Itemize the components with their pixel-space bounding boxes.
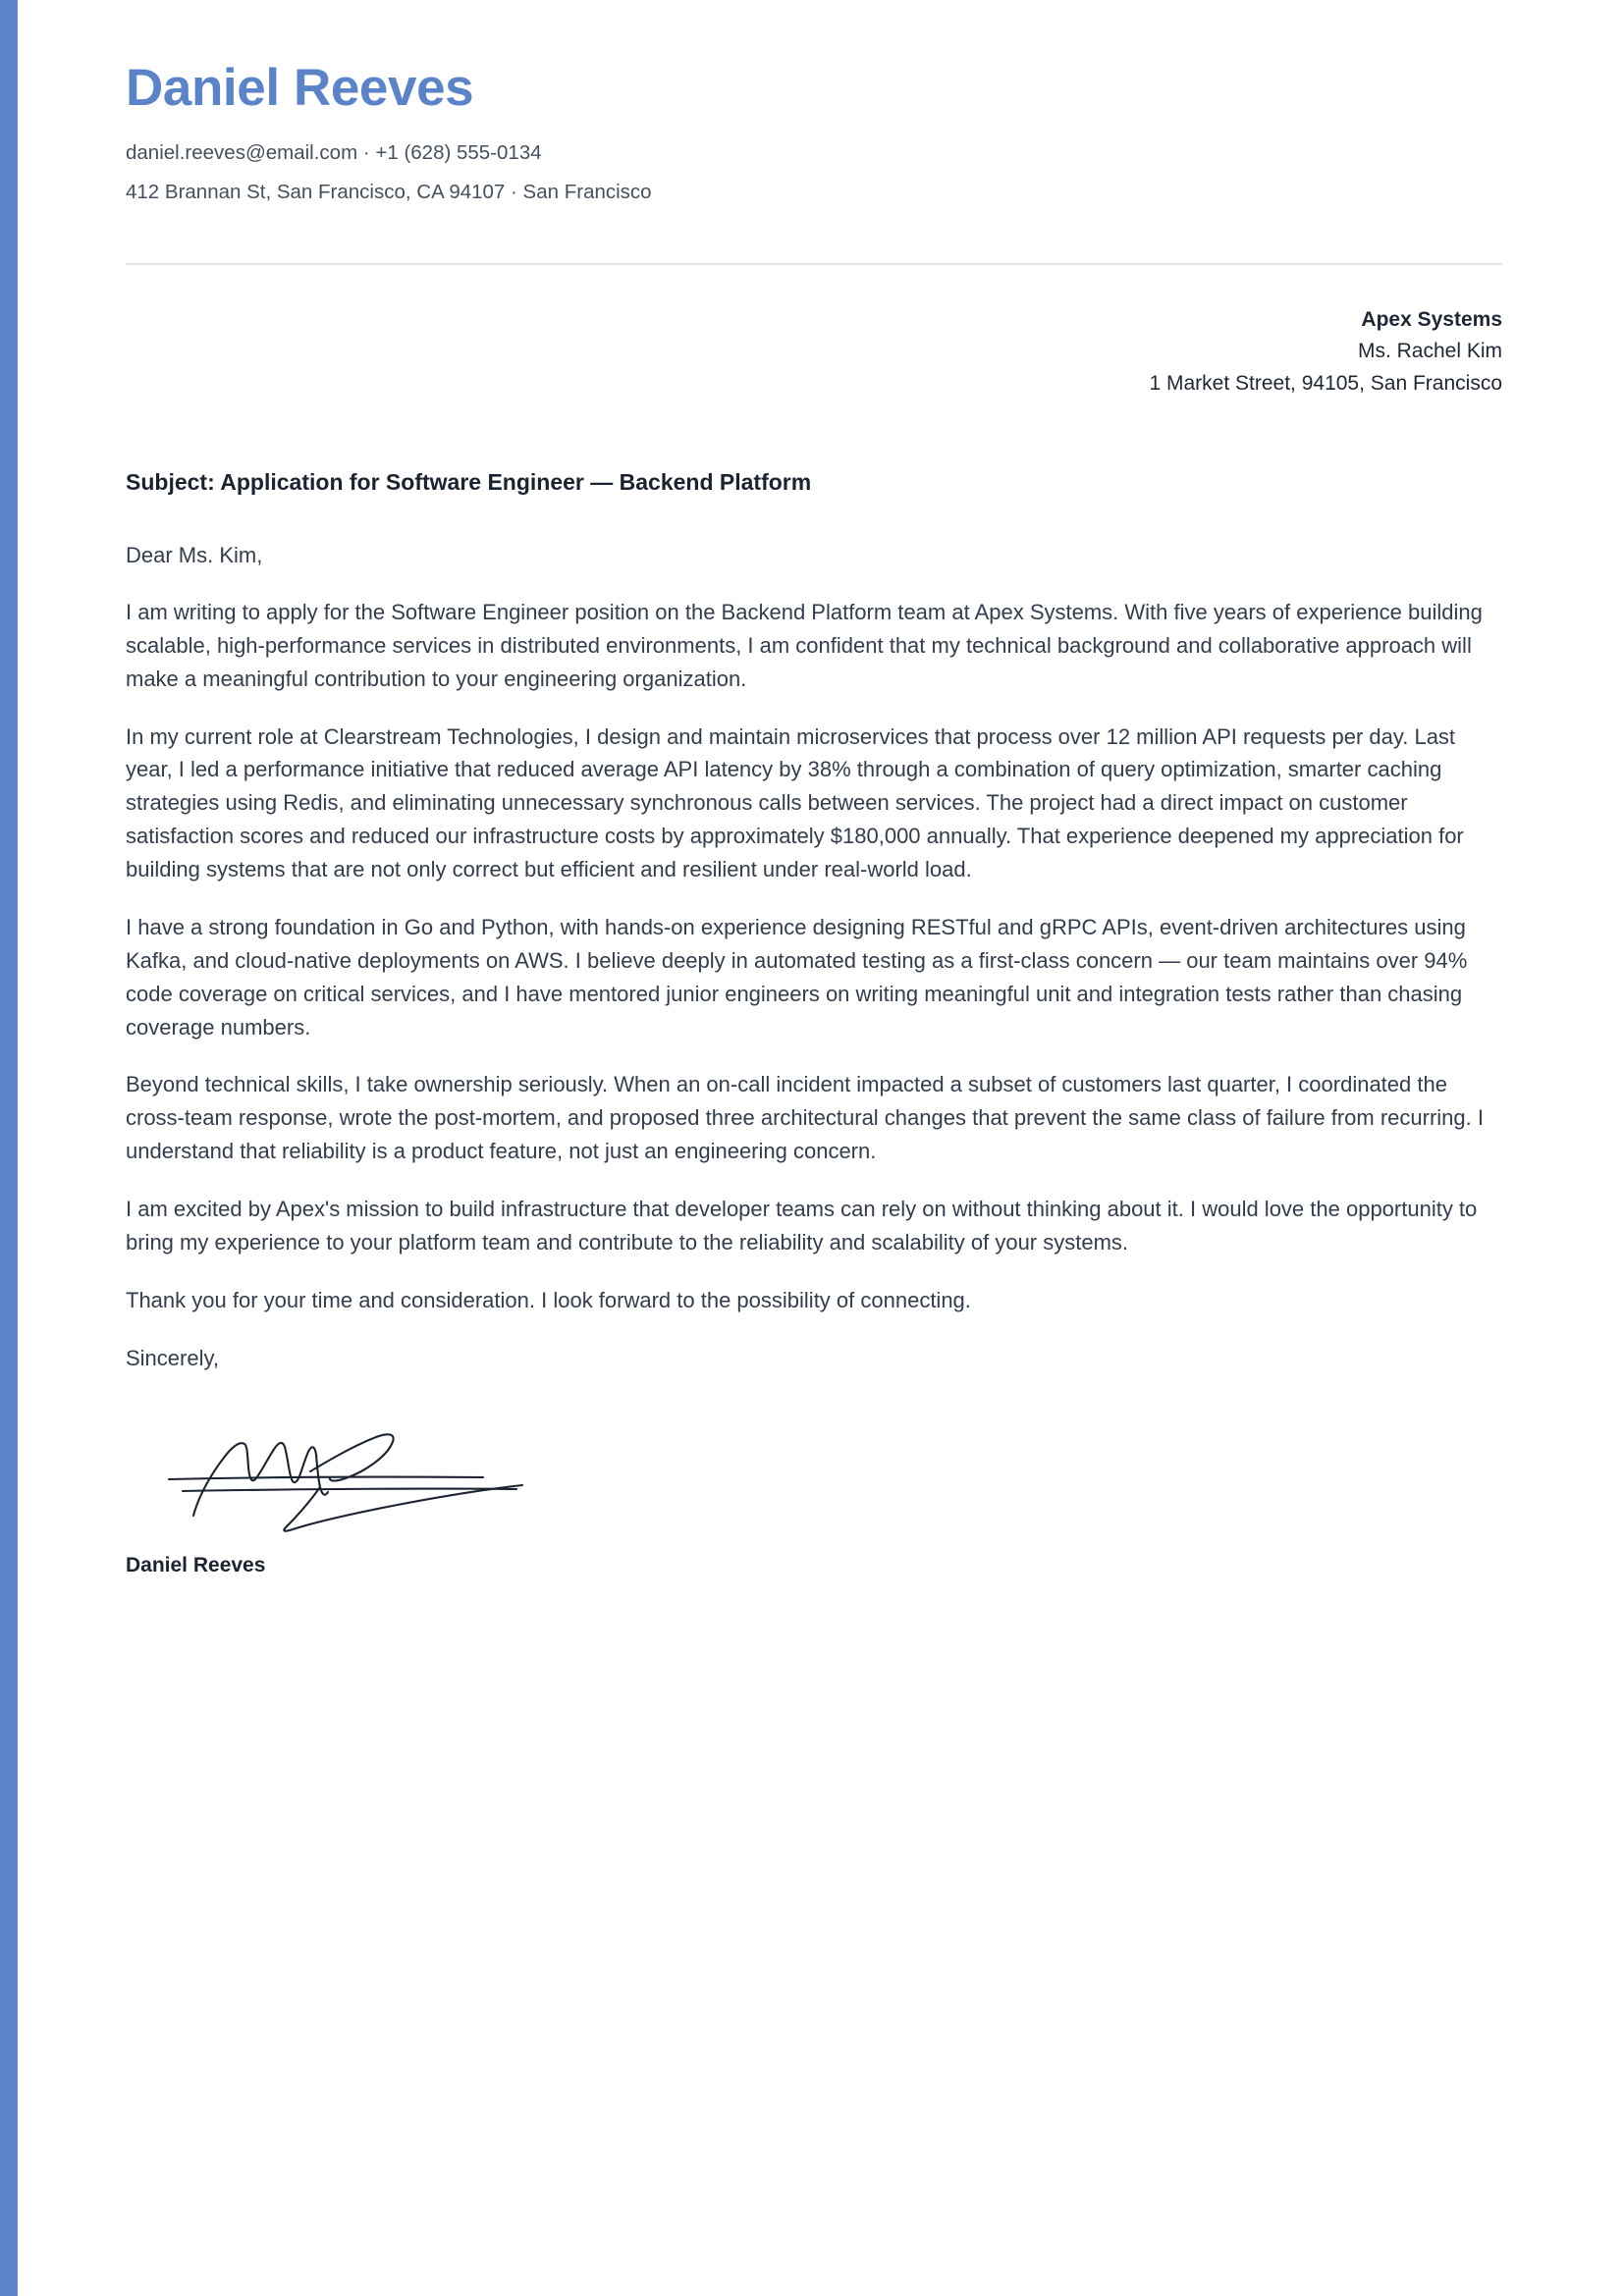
letterhead [126,61,1502,265]
recipient-address: 1 Market Street, 94105, San Francisco [1149,371,1502,395]
header-divider [126,263,1502,265]
thank-you-line: Thank you for your time and consideration. I look forward to the possibility of connecting. [126,1287,971,1312]
body-paragraph: I am writing to apply for the Software Engineer position on the Backend Platform team at Apex Systems. With five years of experience building scalable, high-performance services in distributed environments, I am confident that my technical background and collaborative approach will make a meaningful contribution to your engineering organization. [126,599,1483,691]
salutation: Dear Ms. Kim, [126,542,263,567]
body-paragraph: Beyond technical skills, I take ownership seriously. When an on-call incident impacted a subset of customers last quarter, I coordinated the cross-team response, wrote the post-mortem, and proposed three architectural changes that prevent the same class of failure from recurring. I understand that reliability is a product feature, not just an engineering concern. [126,1072,1484,1164]
recipient-company: Apex Systems [1361,307,1502,331]
body-paragraph: In my current role at Clearstream Technologies, I design and maintain microservices that process over 12 million API requests per day. Last year, I led a performance initiative that reduced average API latency by 38% through a combination of query optimization, smarter caching strategies using Redis, and eliminating unnecessary synchronous calls between services. The project had a direct impact on customer satisfaction scores and reduced our infrastructure costs by approximately $180,000 annually. That experience deepened my appreciation for building systems that are not only correct but efficient and resilient under real-world load. [126,723,1464,882]
sender-contact-line: daniel.reeves@email.com · +1 (628) 555-0134 [126,141,542,165]
letter-sheet [18,0,1624,2296]
signature-block [126,1411,1502,1540]
handwritten-signature-image [137,1411,550,1533]
sender-name: Daniel Reeves [126,59,474,117]
accent-sidebar [0,0,18,2296]
signoff-line: Sincerely, [126,1345,219,1370]
body-paragraph: I am excited by Apex's mission to build infrastructure that developer teams can rely on without thinking about it. I would love the opportunity to bring my experience to your platform team and contribute to the reliability and scalability of your systems. [126,1197,1478,1255]
subject-line: Subject: Application for Software Engineer — Backend Platform [126,469,812,496]
recipient-block [126,304,1502,400]
sender-address-line: 412 Brannan St, San Francisco, CA 94107 · San Francisco [126,180,652,203]
signer-name: Daniel Reeves [126,1553,266,1576]
recipient-person: Ms. Rachel Kim [1357,340,1502,363]
body-paragraph: I have a strong foundation in Go and Python, with hands-on experience designing RESTful and gRPC APIs, event-driven architectures using Kafka, and cloud-native deployments on AWS. I believe deeply in automated testing as a first-class concern — our team maintains over 94% code coverage on critical services, and I have mentored junior engineers on writing meaningful unit and integration tests rather than chasing coverage numbers. [126,914,1468,1040]
